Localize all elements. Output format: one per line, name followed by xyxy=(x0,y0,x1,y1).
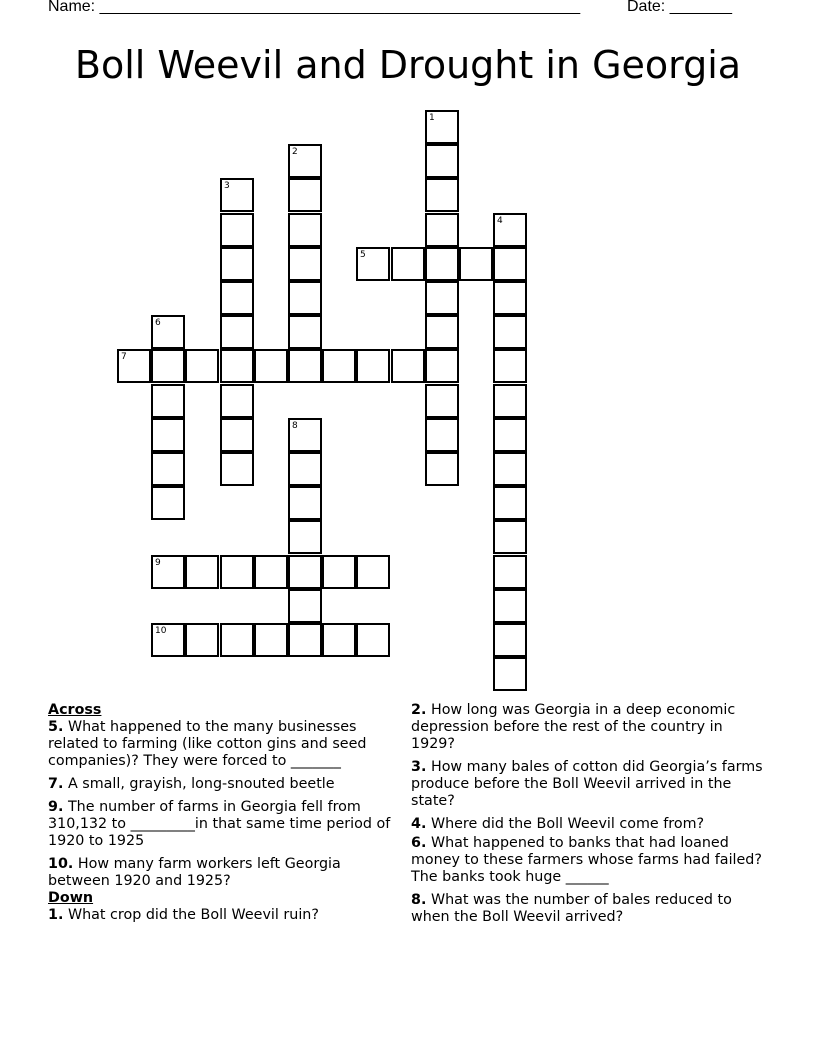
grid-cell[interactable] xyxy=(322,349,356,383)
clue-number-label: 1 xyxy=(429,113,435,123)
across-clue-7 xyxy=(48,776,404,793)
clue-text: What was the number of bales reduced to when the Boll Weevil arrived? xyxy=(411,892,732,925)
clues-column-right xyxy=(411,702,771,932)
grid-cell[interactable] xyxy=(425,315,459,349)
grid-cell[interactable] xyxy=(493,486,527,520)
down-clue-4 xyxy=(411,816,771,833)
grid-cell[interactable] xyxy=(425,213,459,247)
clue-number: 2. xyxy=(411,702,427,718)
clue-number-label: 10 xyxy=(155,626,167,636)
clue-number: 4. xyxy=(411,816,427,832)
grid-cell[interactable] xyxy=(425,281,459,315)
grid-cell[interactable] xyxy=(493,452,527,486)
grid-cell[interactable] xyxy=(425,384,459,418)
clue-number: 7. xyxy=(48,776,64,792)
grid-cell[interactable] xyxy=(356,247,390,281)
grid-cell[interactable] xyxy=(220,623,254,657)
grid-cell[interactable] xyxy=(151,418,185,452)
grid-cell[interactable] xyxy=(151,349,185,383)
grid-cell[interactable] xyxy=(288,178,322,212)
across-clue-9 xyxy=(48,799,404,850)
across-clue-5 xyxy=(48,719,404,770)
grid-cell[interactable] xyxy=(220,281,254,315)
clue-number-label: 6 xyxy=(155,318,161,328)
grid-cell[interactable] xyxy=(425,418,459,452)
clue-number-label: 3 xyxy=(224,181,230,191)
grid-cell[interactable] xyxy=(220,247,254,281)
grid-cell[interactable] xyxy=(493,520,527,554)
grid-cell[interactable] xyxy=(288,589,322,623)
down-clue-1 xyxy=(48,907,404,924)
grid-cell[interactable] xyxy=(288,349,322,383)
across-clue-10 xyxy=(48,856,404,890)
grid-cell[interactable] xyxy=(425,247,459,281)
grid-cell[interactable] xyxy=(151,555,185,589)
grid-cell[interactable] xyxy=(425,144,459,178)
clue-text: The number of farms in Georgia fell from 310,132 to _________in that same time period of 1920 to 1925 xyxy=(48,799,391,849)
grid-cell[interactable] xyxy=(220,452,254,486)
grid-cell[interactable] xyxy=(288,452,322,486)
across-heading: Across xyxy=(48,702,102,718)
grid-cell[interactable] xyxy=(493,247,527,281)
grid-cell[interactable] xyxy=(151,452,185,486)
grid-cell[interactable] xyxy=(288,555,322,589)
grid-cell[interactable] xyxy=(288,520,322,554)
clue-number-label: 2 xyxy=(292,147,298,157)
grid-cell[interactable] xyxy=(185,555,219,589)
grid-cell[interactable] xyxy=(151,623,185,657)
grid-cell[interactable] xyxy=(356,623,390,657)
grid-cell[interactable] xyxy=(254,623,288,657)
clue-text: How long was Georgia in a deep economic depression before the rest of the country in 1929? xyxy=(411,702,736,752)
grid-cell[interactable] xyxy=(220,418,254,452)
grid-cell[interactable] xyxy=(220,384,254,418)
grid-cell[interactable] xyxy=(493,657,527,691)
grid-cell[interactable] xyxy=(356,555,390,589)
grid-cell[interactable] xyxy=(151,486,185,520)
clue-number-label: 5 xyxy=(360,250,366,260)
grid-cell[interactable] xyxy=(493,349,527,383)
grid-cell[interactable] xyxy=(220,349,254,383)
down-clue-2 xyxy=(411,702,771,753)
grid-cell[interactable] xyxy=(254,349,288,383)
clue-text: How many farm workers left Georgia between 1920 and 1925? xyxy=(48,856,341,889)
clue-number: 10. xyxy=(48,856,74,872)
clue-number-label: 8 xyxy=(292,421,298,431)
name-field[interactable]: Name: ______________________________________________________ xyxy=(48,0,581,15)
clue-number-label: 4 xyxy=(497,216,503,226)
down-clue-6 xyxy=(411,835,771,886)
down-heading: Down xyxy=(48,890,94,906)
date-field[interactable]: Date: _______ xyxy=(627,0,732,15)
clue-text: Where did the Boll Weevil come from? xyxy=(430,816,705,832)
clues-column-left xyxy=(48,702,404,930)
clue-number-label: 7 xyxy=(121,352,127,362)
clue-number-label: 9 xyxy=(155,558,161,568)
grid-cell[interactable] xyxy=(254,555,288,589)
grid-cell[interactable] xyxy=(391,349,425,383)
grid-cell[interactable] xyxy=(356,349,390,383)
grid-cell[interactable] xyxy=(117,349,151,383)
grid-cell[interactable] xyxy=(288,144,322,178)
grid-cell[interactable] xyxy=(493,315,527,349)
grid-cell[interactable] xyxy=(425,452,459,486)
grid-cell[interactable] xyxy=(288,623,322,657)
grid-cell[interactable] xyxy=(391,247,425,281)
clue-text: What happened to banks that had loaned money to these farmers whose farms had failed? The banks took huge ______ xyxy=(411,835,762,885)
grid-cell[interactable] xyxy=(493,384,527,418)
grid-cell[interactable] xyxy=(151,315,185,349)
grid-cell[interactable] xyxy=(288,213,322,247)
down-clue-8 xyxy=(411,892,771,926)
grid-cell[interactable] xyxy=(493,555,527,589)
clue-number: 6. xyxy=(411,835,427,851)
grid-cell[interactable] xyxy=(322,623,356,657)
clue-number: 5. xyxy=(48,719,64,735)
grid-cell[interactable] xyxy=(151,384,185,418)
grid-cell[interactable] xyxy=(185,623,219,657)
grid-cell[interactable] xyxy=(322,555,356,589)
grid-cell[interactable] xyxy=(425,349,459,383)
grid-cell[interactable] xyxy=(220,213,254,247)
grid-cell[interactable] xyxy=(220,315,254,349)
puzzle-title: Boll Weevil and Drought in Georgia xyxy=(74,43,742,87)
clue-number: 9. xyxy=(48,799,64,815)
clue-text: A small, grayish, long-snouted beetle xyxy=(67,776,335,792)
grid-cell[interactable] xyxy=(288,281,322,315)
grid-cell[interactable] xyxy=(288,315,322,349)
grid-cell[interactable] xyxy=(288,418,322,452)
grid-cell[interactable] xyxy=(493,281,527,315)
grid-cell[interactable] xyxy=(493,589,527,623)
clue-text: How many bales of cotton did Georgia’s farms produce before the Boll Weevil arrived in the state? xyxy=(411,759,763,809)
grid-cell[interactable] xyxy=(288,247,322,281)
grid-cell[interactable] xyxy=(220,178,254,212)
clue-text: What crop did the Boll Weevil ruin? xyxy=(67,907,319,923)
grid-cell[interactable] xyxy=(493,418,527,452)
clue-number: 3. xyxy=(411,759,427,775)
down-clue-3 xyxy=(411,759,771,810)
clue-number: 1. xyxy=(48,907,64,923)
clue-number: 8. xyxy=(411,892,427,908)
grid-cell[interactable] xyxy=(185,349,219,383)
grid-cell[interactable] xyxy=(425,178,459,212)
grid-cell[interactable] xyxy=(288,486,322,520)
clue-text: What happened to the many businesses related to farming (like cotton gins and seed companies)? They were forced to _______ xyxy=(48,719,367,769)
grid-cell[interactable] xyxy=(493,213,527,247)
grid-cell[interactable] xyxy=(220,555,254,589)
grid-cell[interactable] xyxy=(425,110,459,144)
grid-cell[interactable] xyxy=(459,247,493,281)
grid-cell[interactable] xyxy=(493,623,527,657)
